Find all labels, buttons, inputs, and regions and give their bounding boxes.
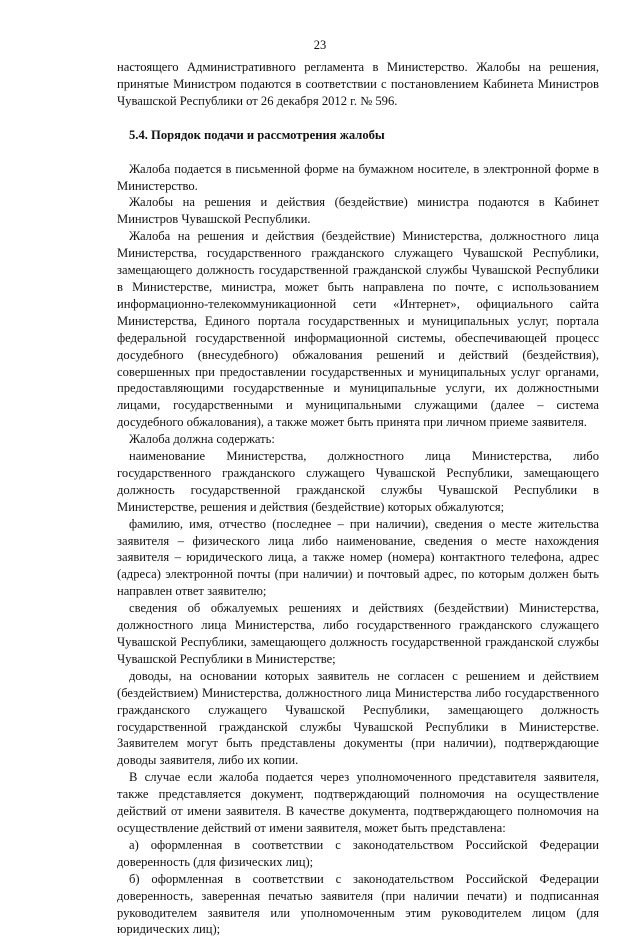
paragraph: настоящего Административного регламента в Министерство. Жалобы на решения, принятые Министром подаются в соответствии с постановлением Кабинета Министров Чувашской Республики от 26 декабря 2012 г. № 596. [117,60,599,108]
paragraph: Жалоба на решения и действия (бездействие) Министерства, должностного лица Министерства, государственного гражданского служащего Чувашской Республики, замещающего должность государственной гражданской службы Чувашской Республики в Министерстве, министра, может быть направлена по почте, с использованием информационно-телекоммуникационной сети «Интернет», официального сайта Министерства, Единого портала государственных и муниципальных услуг, портала федеральной государственной информационной системы, обеспечивающей процесс досудебного (внесудебного) обжалования решений и действий (бездействия), совершенных при предоставлении государственных и муниципальных услуг органами, предоставляющими государственные и муниципальные услуги, их должностными лицами, государственными и муниципальными служащими (далее – система досудебного обжалования), а также может быть принята при личном приеме заявителя. [117,229,599,430]
paragraph: Жалоба подается в письменной форме на бумажном носителе, в электронной форме в Министерство. [117,161,599,193]
list-item: фамилию, имя, отчество (последнее – при наличии), сведения о месте жительства заявителя – физического лица либо наименование, сведения о месте нахождения заявителя – юридического лица, а также номер (номера) контактного телефона, адрес (адреса) электронной почты (при наличии) и почтовый адрес, по которым должен быть направлен ответ заявителю; [117,516,599,599]
paragraph: Жалобы на решения и действия (бездействие) министра подаются в Кабинет Министров Чувашской Республики. [117,195,599,227]
paragraph: Жалоба должна содержать: [129,432,275,447]
list-item: а) оформленная в соответствии с законодательством Российской Федерации доверенность (для физических лиц); [117,837,599,869]
paragraph: В случае если жалоба подается через уполномоченного представителя заявителя, также представляется документ, подтверждающий полномочия на осуществление действий от имени заявителя. В качестве документа, подтверждающего полномочия на осуществление действий от имени заявителя, может быть представлена: [117,770,599,835]
section-heading: 5.4. Порядок подачи и рассмотрения жалобы [129,127,385,142]
list-item: б) оформленная в соответствии с законодательством Российской Федерации доверенность, заверенная печатью заявителя (при наличии печати) и подписанная руководителем заявителя или уполномоченным этим руководителем лицом (для юридических лиц); [117,871,599,937]
list-item: сведения об обжалуемых решениях и действиях (бездействии) Министерства, должностного лица Министерства, либо государственного гражданского служащего Чувашской Республики, замещающего должность государственной гражданской службы Чувашской Республики в Министерстве; [117,601,599,666]
page-body [117,59,599,938]
list-item: доводы, на основании которых заявитель не согласен с решением и действием (бездействием) Министерства, должностного лица Министерства либо государственного гражданского служащего Чувашской Республики, замещающего должность государственной гражданской службы Чувашской Республики в Министерстве. Заявителем могут быть представлены документы (при наличии), подтверждающие доводы заявителя, либо их копии. [117,668,599,768]
page-number: 23 [313,38,327,52]
list-item: наименование Министерства, должностного лица Министерства, либо государственного гражданского служащего Чувашской Республики, замещающего должность государственной гражданской службы Чувашской Республики в Министерстве, решения и действия (бездействие) которых обжалуются; [117,449,599,514]
